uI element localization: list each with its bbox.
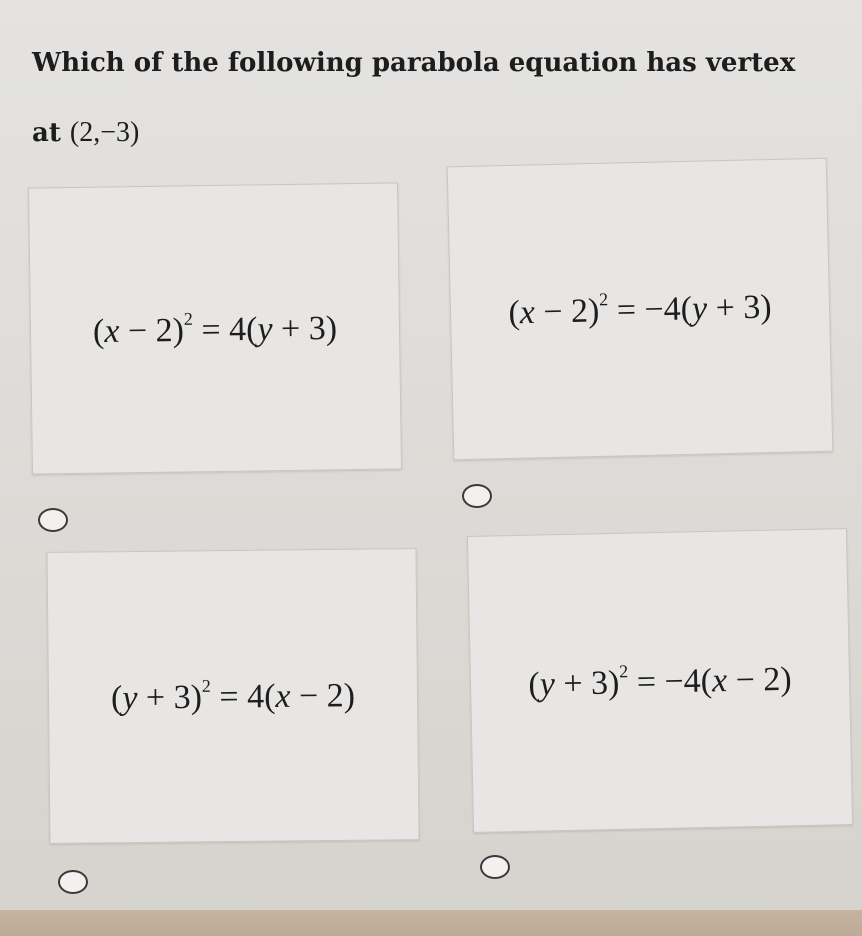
question-text-before: Which of the following parabola equation has vertex at <box>32 48 796 148</box>
equation-option-2: $(x - 2)^2 = -4(y + 3)$ <box>508 288 773 332</box>
radio-option-4[interactable] <box>480 855 510 879</box>
radio-option-3[interactable] <box>58 870 88 894</box>
equation-option-3: $(y + 3)^2 = 4(x - 2)$ <box>110 675 356 717</box>
radio-option-1[interactable] <box>38 508 68 532</box>
answer-card-3[interactable] <box>46 548 419 844</box>
bottom-edge <box>0 910 862 936</box>
answer-card-2[interactable] <box>447 158 834 461</box>
equation-option-4: $(y + 3)^2 = -4(x - 2)$ <box>528 660 792 703</box>
question-vertex: (2,−3) <box>69 117 140 148</box>
equation-option-1: $(x - 2)^2 = 4(y + 3)$ <box>92 308 338 350</box>
radio-option-2[interactable] <box>462 484 492 508</box>
answer-card-4[interactable] <box>467 528 853 833</box>
answer-card-1[interactable] <box>28 182 402 474</box>
